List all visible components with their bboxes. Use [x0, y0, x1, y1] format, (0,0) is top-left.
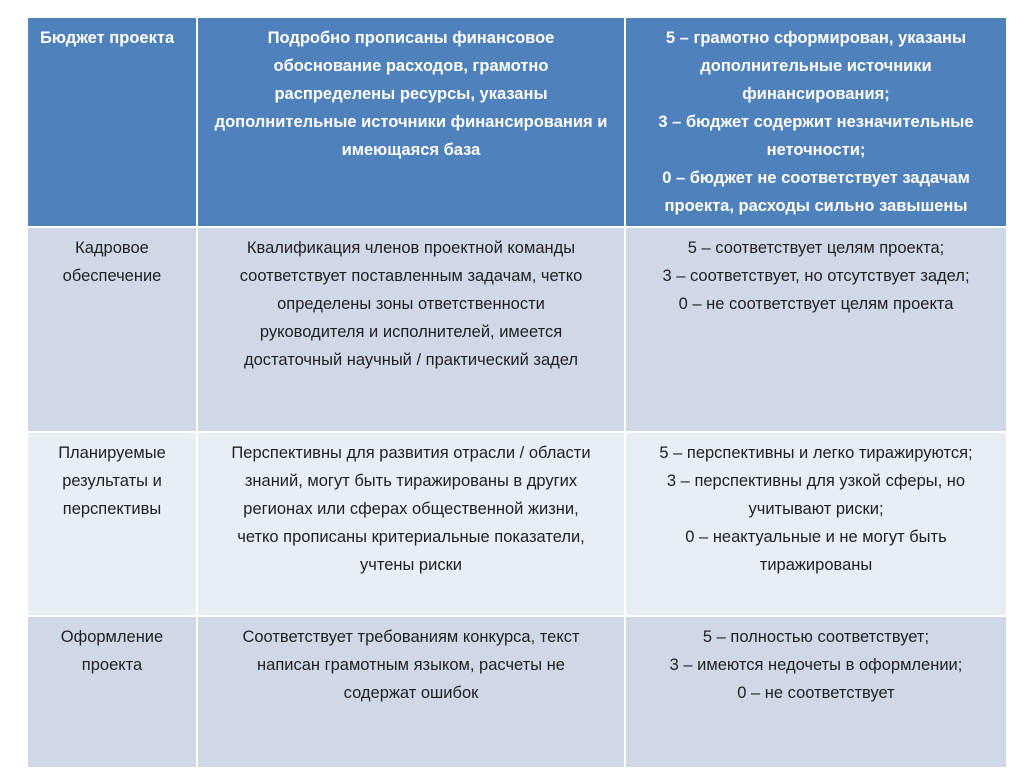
- description-cell: Соответствует требованиям конкурса, текст написан грамотным языком, расчеты не содержат ошибок: [197, 616, 625, 768]
- header-description-cell: Подробно прописаны финансовое обоснование расходов, грамотно распределены ресурсы, указаны дополнительные источники финансирования и имеющаяся база: [197, 17, 625, 227]
- scoring-cell: 5 – соответствует целям проекта; 3 – соответствует, но отсутствует задел; 0 – не соответствует целям проекта: [625, 227, 1007, 432]
- criterion-cell: Кадровое обеспечение: [27, 227, 197, 432]
- description-cell: Перспективны для развития отрасли / области знаний, могут быть тиражированы в других регионах или сферах общественной жизни, четко прописаны критериальные показатели, учтены риски: [197, 432, 625, 616]
- table-header-row: [27, 17, 1007, 227]
- table-row: [27, 432, 1007, 616]
- scoring-cell: 5 – перспективны и легко тиражируются; 3 – перспективны для узкой сферы, но учитывают риски; 0 – неактуальные и не могут быть тиражированы: [625, 432, 1007, 616]
- header-scoring-cell: 5 – грамотно сформирован, указаны дополнительные источники финансирования; 3 – бюджет содержит незначительные неточности; 0 – бюджет не соответствует задачам проекта, расходы сильно завышены: [625, 17, 1007, 227]
- description-cell: Квалификация членов проектной команды соответствует поставленным задачам, четко определены зоны ответственности руководителя и исполнителей, имеется достаточный научный / практический задел: [197, 227, 625, 432]
- scoring-cell: 5 – полностью соответствует; 3 – имеются недочеты в оформлении; 0 – не соответствует: [625, 616, 1007, 768]
- table-row: [27, 227, 1007, 432]
- header-criterion-cell: Бюджет проекта: [27, 17, 197, 227]
- table-row: [27, 616, 1007, 768]
- criterion-cell: Планируемые результаты и перспективы: [27, 432, 197, 616]
- criterion-cell: Оформление проекта: [27, 616, 197, 768]
- criteria-table: [26, 16, 1008, 769]
